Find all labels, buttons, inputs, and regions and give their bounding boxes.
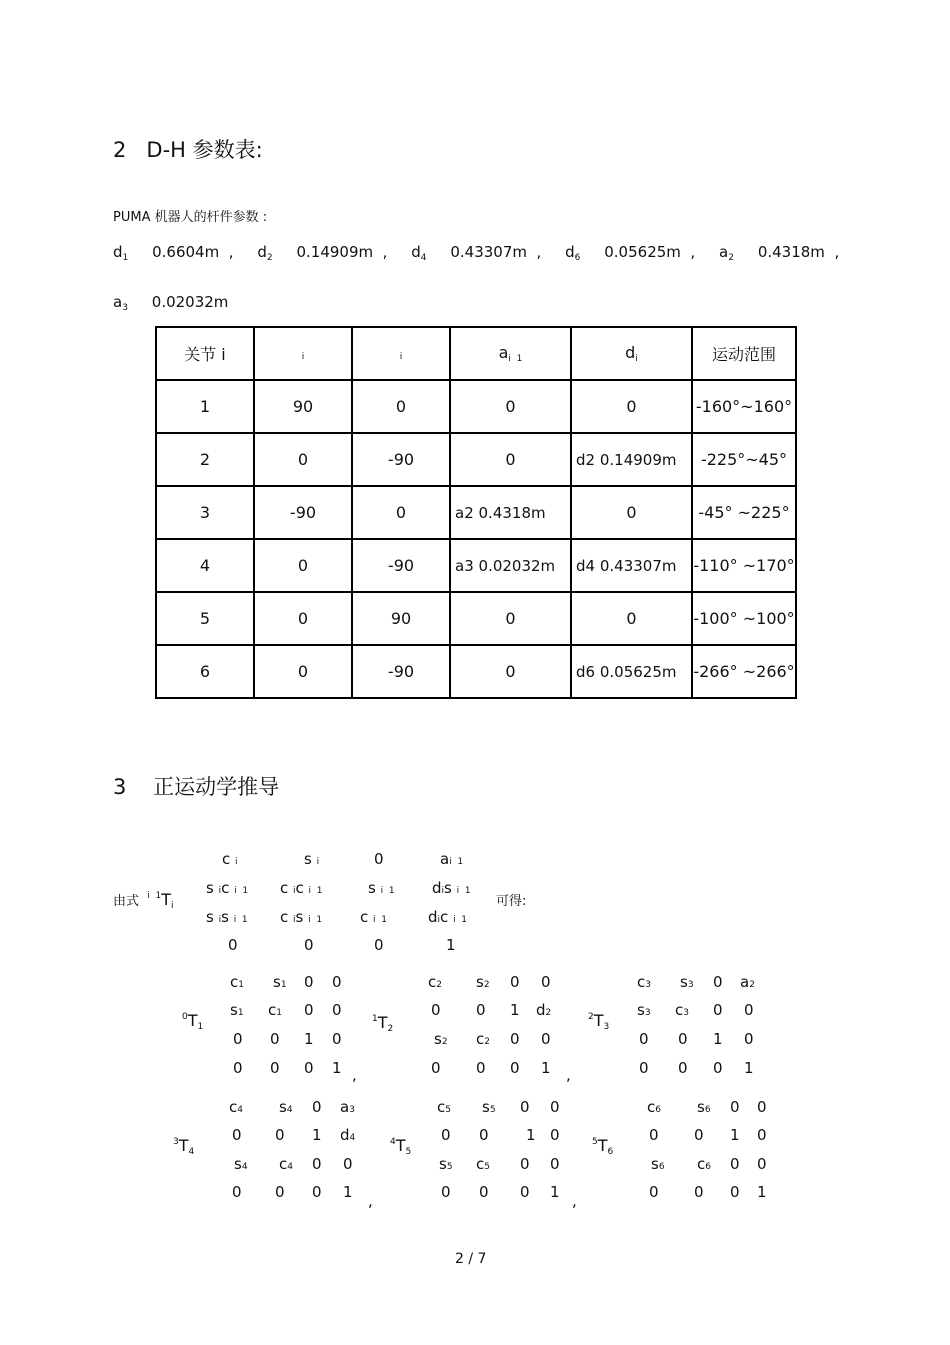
cell-alpha: -90 — [352, 433, 450, 486]
cell-d: 0 — [571, 380, 692, 433]
cell-range: -225°~45° — [692, 433, 796, 486]
cell-alpha: 0 — [352, 486, 450, 539]
cell-joint: 2 — [156, 433, 254, 486]
header-theta: i — [254, 327, 352, 380]
cell-theta: -90 — [254, 486, 352, 539]
param-line-1: $d_1$ 0.6604m , $d_2$ 0.14909m , $d_4$ 0.43307m , $d_6$ 0.05625m , $a_2$ 0.4318m , — [113, 243, 840, 263]
param-a3: 0.02032m — [151, 293, 229, 311]
intro-text: PUMA 机器人的杆件参数 : — [113, 210, 268, 225]
formula-prefix: 由式 $^{i 1}T_i$ — [113, 890, 174, 911]
cell-theta: 0 — [254, 645, 352, 698]
page-number: 2 / 7 — [455, 1251, 487, 1267]
cell-range: -100° ~100° — [692, 592, 796, 645]
section-3-heading — [113, 771, 279, 801]
cell-alpha: -90 — [352, 645, 450, 698]
param-a2: 0.4318m — [757, 243, 825, 261]
cell-a: 0 — [450, 433, 571, 486]
formula-suffix: 可得: — [496, 894, 527, 909]
table-row — [156, 486, 796, 539]
table-row — [156, 645, 796, 698]
cell-range: -266° ~266° — [692, 645, 796, 698]
cell-joint: 6 — [156, 645, 254, 698]
cell-joint: 4 — [156, 539, 254, 592]
cell-a: 0 — [450, 592, 571, 645]
header-a: $a_{i 1}$ — [450, 327, 571, 380]
header-range: 运动范围 — [692, 327, 796, 380]
section-title: 正运动学推导 — [153, 775, 280, 799]
param-d4: 0.43307m — [450, 243, 527, 261]
cell-d: 0 — [571, 486, 692, 539]
cell-joint: 1 — [156, 380, 254, 433]
cell-d: 0 — [571, 592, 692, 645]
cell-range: -160°~160° — [692, 380, 796, 433]
cell-a: 0 — [450, 645, 571, 698]
section-title: D-H 参数表: — [146, 138, 263, 162]
cell-alpha: 0 — [352, 380, 450, 433]
cell-theta: 0 — [254, 433, 352, 486]
section-number: 3 — [113, 775, 127, 799]
table-row — [156, 380, 796, 433]
cell-alpha: 90 — [352, 592, 450, 645]
table-row — [156, 539, 796, 592]
cell-a: 0 — [450, 380, 571, 433]
param-d1: 0.6604m — [152, 243, 220, 261]
section-number: 2 — [113, 138, 127, 162]
cell-d: d2 0.14909m — [571, 433, 692, 486]
param-d6: 0.05625m — [604, 243, 681, 261]
cell-a: a2 0.4318m — [450, 486, 571, 539]
cell-d: d4 0.43307m — [571, 539, 692, 592]
table-row — [156, 433, 796, 486]
cell-joint: 3 — [156, 486, 254, 539]
cell-range: -110° ~170° — [692, 539, 796, 592]
header-d: $d_i$ — [571, 327, 692, 380]
param-line-2: $a_3$ 0.02032m — [113, 293, 229, 313]
cell-alpha: -90 — [352, 539, 450, 592]
table-row — [156, 592, 796, 645]
cell-joint: 5 — [156, 592, 254, 645]
header-alpha: i — [352, 327, 450, 380]
cell-theta: 0 — [254, 539, 352, 592]
cell-theta: 0 — [254, 592, 352, 645]
table-header-row — [156, 327, 796, 380]
header-joint: 关节 i — [156, 327, 254, 380]
cell-a: a3 0.02032m — [450, 539, 571, 592]
cell-d: d6 0.05625m — [571, 645, 692, 698]
section-2-heading — [113, 134, 263, 164]
cell-range: -45° ~225° — [692, 486, 796, 539]
param-d2: 0.14909m — [296, 243, 374, 261]
dh-parameter-table — [155, 326, 797, 699]
cell-theta: 90 — [254, 380, 352, 433]
